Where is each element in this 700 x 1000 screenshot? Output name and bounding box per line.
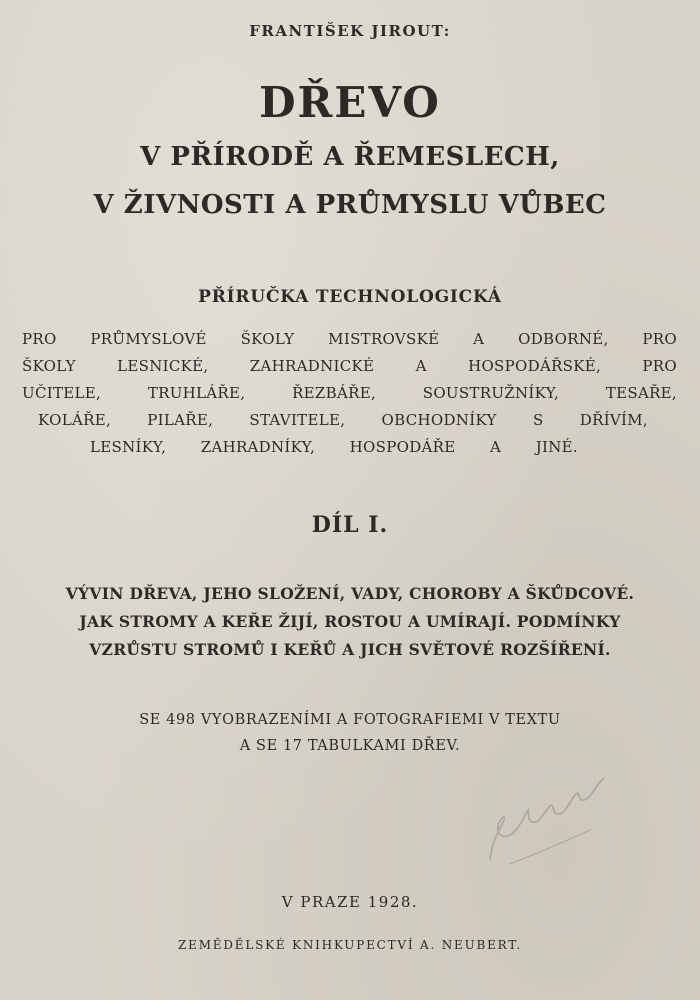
book-title: DŘEVO (259, 78, 441, 127)
subtitle-line: V PŘÍRODĚ A ŘEMESLECH, (140, 142, 560, 172)
pencil-signature (470, 760, 630, 880)
content-line: VÝVIN DŘEVA, JEHO SLOŽENÍ, VADY, CHOROBY A ŠKŮDCOVÉ. (65, 584, 635, 603)
illustrations-line: SE 498 VYOBRAZENÍMI A FOTOGRAFIEMI V TEXTU (139, 712, 561, 728)
audience-line: UČITELE, TRUHLÁŘE, ŘEZBÁŘE, SOUSTRUŽNÍKY, TESAŘE, (22, 384, 677, 402)
publisher: ZEMĚDĚLSKÉ KNIHKUPECTVÍ A. NEUBERT. (178, 938, 522, 952)
part-number: DÍL I. (311, 512, 389, 538)
audience-line: KOLÁŘE, PILAŘE, STAVITELE, OBCHODNÍKY S DŘÍVÍM, (38, 411, 648, 429)
subtitle-line: V ŽIVNOSTI A PRŮMYSLU VŮBEC (93, 190, 607, 220)
audience-line: ŠKOLY LESNICKÉ, ZAHRADNICKÉ A HOSPODÁŘSKÉ, PRO (22, 357, 677, 375)
handbook-heading: PŘÍRUČKA TECHNOLOGICKÁ (198, 287, 502, 307)
audience-line: PRO PRŮMYSLOVÉ ŠKOLY MISTROVSKÉ A ODBORNÉ, PRO (22, 330, 677, 348)
content-line: JAK STROMY A KEŘE ŽIJÍ, ROSTOU A UMÍRAJÍ. PODMÍNKY (79, 612, 621, 631)
place-year: V PRAZE 1928. (281, 893, 419, 911)
audience-line: LESNÍKY, ZAHRADNÍKY, HOSPODÁŘE A JINÉ. (90, 438, 578, 456)
author: FRANTIŠEK JIROUT: (249, 22, 451, 40)
content-line: VZRŮSTU STROMŮ I KEŘŮ A JICH SVĚTOVÉ ROZŠÍŘENÍ. (89, 640, 611, 659)
illustrations-line: A SE 17 TABULKAMI DŘEV. (239, 738, 461, 754)
